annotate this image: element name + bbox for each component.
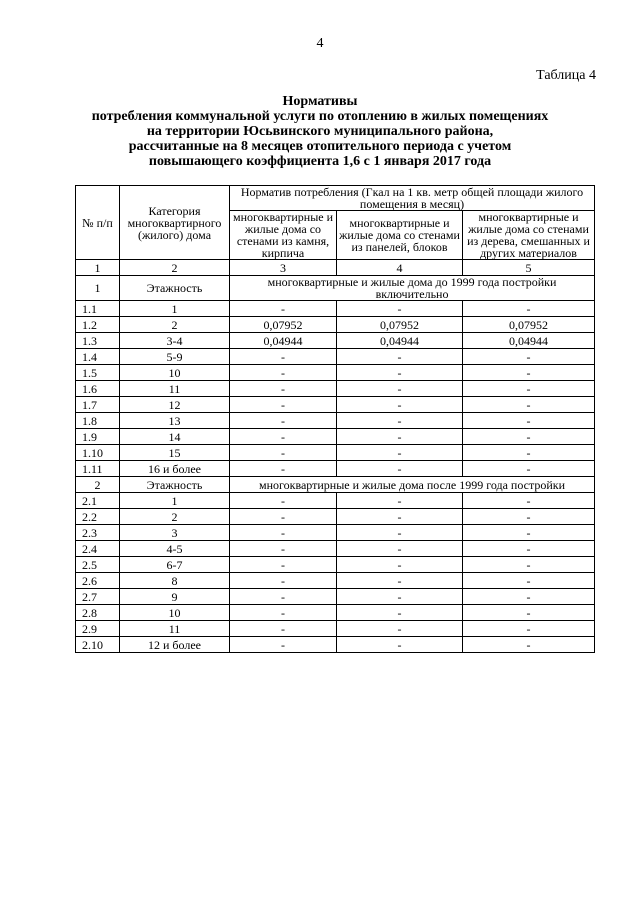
row-value-wood: - [463,589,595,605]
row-value-panel: - [337,349,463,365]
row-num: 2.4 [76,541,120,557]
table-row [76,397,595,413]
table-row [76,589,595,605]
row-num: 1.7 [76,397,120,413]
header-row-1 [76,186,595,211]
row-floors: 9 [120,589,230,605]
numbering-cell: 1 [76,260,120,276]
title-line-1: Нормативы [282,94,358,109]
row-value-panel: - [337,525,463,541]
row-value-stone: - [230,557,337,573]
row-value-panel: - [337,413,463,429]
row-num: 1.6 [76,381,120,397]
table-row [76,557,595,573]
row-value-panel: 0,04944 [337,333,463,349]
header-col-panel: многоквартирные и жилые дома со стенами из панелей, блоков [337,211,463,260]
row-value-panel: - [337,541,463,557]
row-value-wood: - [463,605,595,621]
row-value-panel: - [337,589,463,605]
row-value-wood: - [463,509,595,525]
row-num: 2.5 [76,557,120,573]
row-num: 2.10 [76,637,120,653]
row-value-panel: - [337,365,463,381]
row-value-stone: - [230,301,337,317]
row-floors: 16 и более [120,461,230,477]
numbering-cell: 5 [463,260,595,276]
row-floors: 2 [120,317,230,333]
section-label: Этажность [120,477,230,493]
row-num: 2.3 [76,525,120,541]
row-value-stone: - [230,413,337,429]
row-value-stone: - [230,493,337,509]
row-num: 2.9 [76,621,120,637]
row-floors: 1 [120,493,230,509]
title-line-5: повышающего коэффициента 1,6 с 1 января 2017 года [148,154,492,169]
row-value-panel: - [337,605,463,621]
numbering-cell: 4 [337,260,463,276]
row-num: 1.2 [76,317,120,333]
table-row [76,461,595,477]
row-value-panel: - [337,637,463,653]
row-value-stone: - [230,381,337,397]
row-num: 2.8 [76,605,120,621]
title-line-2: потребления коммунальной услуги по отоплению в жилых помещениях [91,109,549,124]
page-number: 4 [316,36,324,51]
row-num: 1.1 [76,301,120,317]
row-value-stone: - [230,397,337,413]
table-row [76,621,595,637]
header-col-stone: многоквартирные и жилые дома со стенами из камня, кирпича [230,211,337,260]
header-norm-group: Норматив потребления (Гкал на 1 кв. метр общей площади жилого помещения в месяц) [230,186,595,211]
row-value-wood: - [463,349,595,365]
row-value-wood: - [463,445,595,461]
row-value-stone: - [230,429,337,445]
row-value-panel: - [337,445,463,461]
row-value-panel: - [337,397,463,413]
row-value-wood: - [463,557,595,573]
header-col-wood: многоквартирные и жилые дома со стенами из дерева, смешанных и других материалов [463,211,595,260]
table-row [76,605,595,621]
table-row [76,349,595,365]
row-floors: 12 [120,397,230,413]
row-value-wood: - [463,637,595,653]
section-description: многоквартирные и жилые дома после 1999 года постройки [230,477,595,493]
table-row [76,381,595,397]
row-value-wood: - [463,301,595,317]
row-value-stone: - [230,621,337,637]
row-value-stone: - [230,445,337,461]
row-value-stone: 0,04944 [230,333,337,349]
title-line-3: на территории Юсьвинского муниципального района, [146,124,494,139]
row-value-panel: - [337,493,463,509]
row-value-wood: - [463,381,595,397]
row-floors: 4-5 [120,541,230,557]
table-row [76,637,595,653]
row-num: 1.9 [76,429,120,445]
row-floors: 10 [120,365,230,381]
row-value-panel: - [337,573,463,589]
header-category: Категория многоквартирного (жилого) дома [120,186,230,260]
table-row [76,301,595,317]
row-value-panel: - [337,461,463,477]
section-num: 1 [76,276,120,301]
row-value-wood: - [463,461,595,477]
table-row [76,509,595,525]
table-row [76,429,595,445]
row-value-wood: - [463,413,595,429]
row-num: 2.6 [76,573,120,589]
section-label: Этажность [120,276,230,301]
row-num: 1.8 [76,413,120,429]
section-num: 2 [76,477,120,493]
row-value-panel: - [337,381,463,397]
row-value-stone: - [230,349,337,365]
numbering-cell: 3 [230,260,337,276]
row-floors: 15 [120,445,230,461]
row-value-panel: - [337,621,463,637]
row-floors: 2 [120,509,230,525]
numbering-row [76,260,595,276]
row-num: 2.1 [76,493,120,509]
header-num: № п/п [76,186,120,260]
table-row [76,525,595,541]
row-num: 1.10 [76,445,120,461]
table-row [76,365,595,381]
row-value-wood: - [463,525,595,541]
row-value-wood: - [463,541,595,557]
norms-table [75,185,595,653]
row-value-panel: 0,07952 [337,317,463,333]
table-row [76,413,595,429]
row-floors: 6-7 [120,557,230,573]
row-num: 2.2 [76,509,120,525]
document-title [60,94,580,169]
row-floors: 13 [120,413,230,429]
row-floors: 1 [120,301,230,317]
row-value-stone: - [230,509,337,525]
row-floors: 11 [120,621,230,637]
row-num: 1.3 [76,333,120,349]
row-value-stone: - [230,365,337,381]
row-value-wood: - [463,397,595,413]
row-value-stone: - [230,589,337,605]
row-value-wood: - [463,621,595,637]
row-num: 1.11 [76,461,120,477]
row-num: 2.7 [76,589,120,605]
row-value-stone: - [230,541,337,557]
section-description: многоквартирные и жилые дома до 1999 года постройки включительно [230,276,595,301]
row-value-panel: - [337,509,463,525]
table-label: Таблица 4 [536,68,596,83]
numbering-cell: 2 [120,260,230,276]
row-floors: 3 [120,525,230,541]
row-value-stone: - [230,605,337,621]
section-row [76,276,595,301]
row-value-wood: 0,07952 [463,317,595,333]
row-value-panel: - [337,429,463,445]
row-num: 1.5 [76,365,120,381]
row-floors: 14 [120,429,230,445]
row-value-wood: - [463,493,595,509]
row-floors: 10 [120,605,230,621]
title-line-4: рассчитанные на 8 месяцев отопительного периода с учетом [128,139,512,154]
row-floors: 8 [120,573,230,589]
table-row [76,317,595,333]
row-floors: 5-9 [120,349,230,365]
row-num: 1.4 [76,349,120,365]
row-value-wood: - [463,573,595,589]
row-value-stone: 0,07952 [230,317,337,333]
table-row [76,333,595,349]
row-floors: 3-4 [120,333,230,349]
table-row [76,541,595,557]
row-value-wood: - [463,429,595,445]
row-value-wood: 0,04944 [463,333,595,349]
table-row [76,445,595,461]
row-value-stone: - [230,637,337,653]
row-floors: 11 [120,381,230,397]
table-row [76,493,595,509]
row-value-panel: - [337,557,463,573]
row-value-panel: - [337,301,463,317]
row-value-stone: - [230,461,337,477]
table-row [76,573,595,589]
row-value-wood: - [463,365,595,381]
section-row [76,477,595,493]
row-value-stone: - [230,525,337,541]
row-floors: 12 и более [120,637,230,653]
row-value-stone: - [230,573,337,589]
